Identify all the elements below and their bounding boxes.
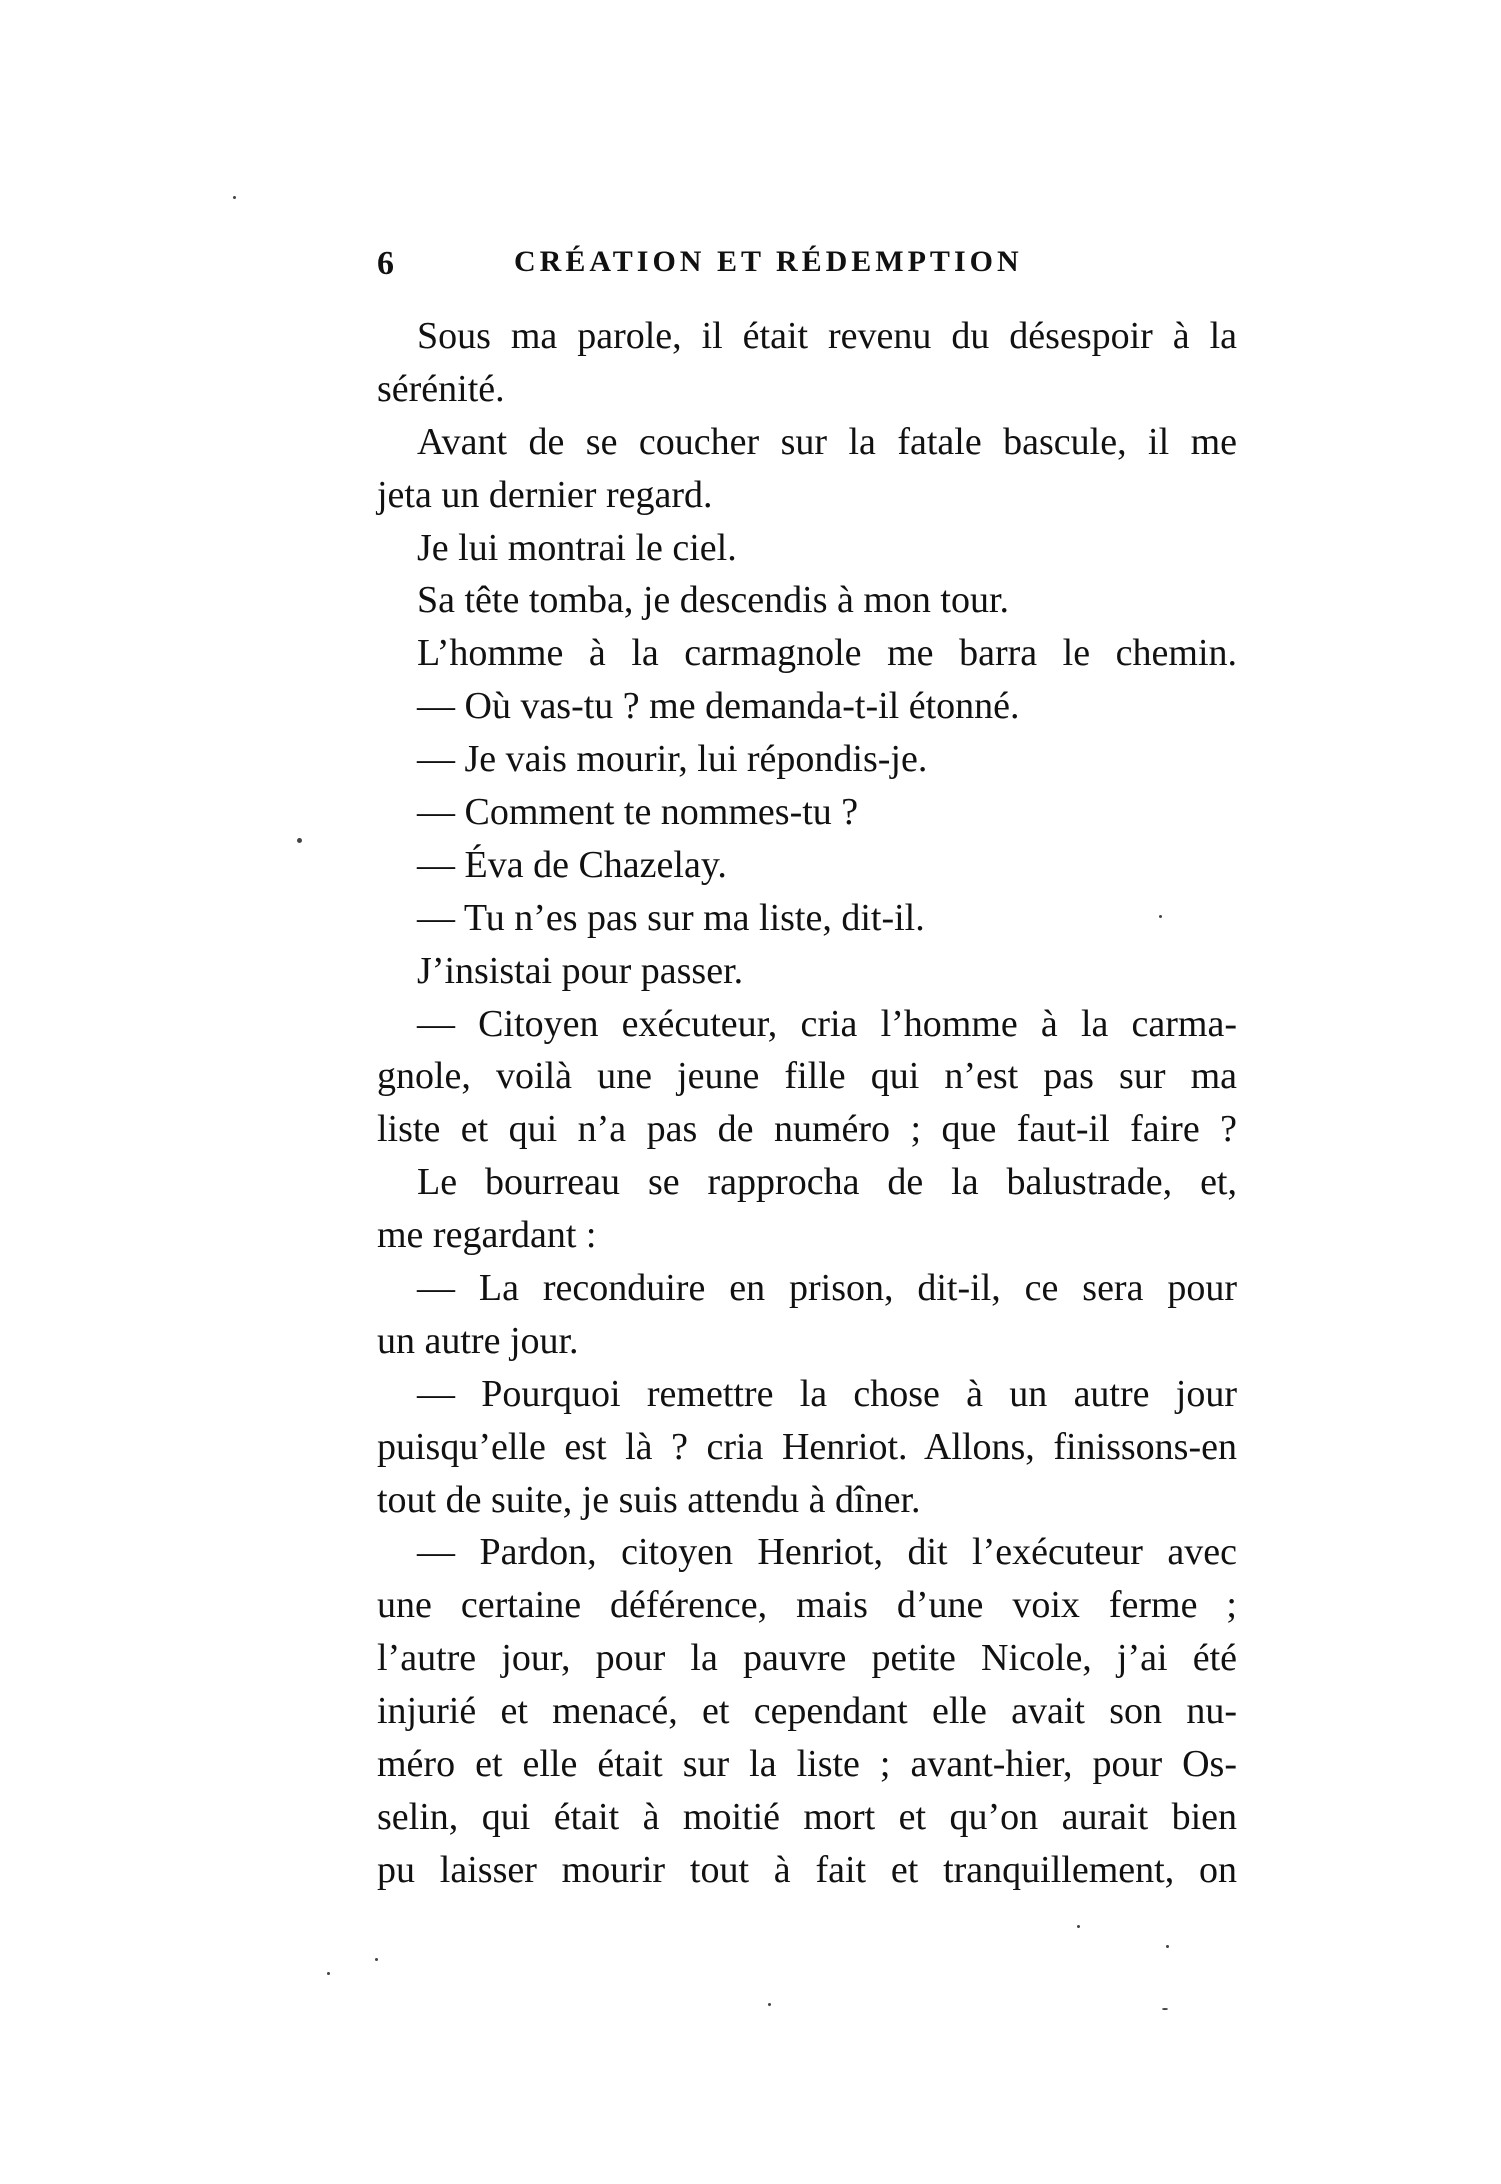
scan-speck xyxy=(1166,1945,1169,1948)
text-line: — Pourquoi remettre la chose à un autre jour xyxy=(417,1372,1237,1415)
scan-speck xyxy=(1077,1925,1080,1928)
text-line: — Tu n’es pas sur ma liste, dit-il. xyxy=(417,896,925,939)
text-line: gnole, voilà une jeune fille qui n’est pas sur ma xyxy=(377,1055,1237,1098)
text-line: Le bourreau se rapprocha de la balustrade, et, xyxy=(417,1161,1237,1204)
text-line: méro et elle était sur la liste ; avant-hier, pour Os- xyxy=(377,1743,1237,1786)
scan-speck xyxy=(1162,2008,1168,2010)
text-line: tout de suite, je suis attendu à dîner. xyxy=(377,1478,921,1521)
text-line: Sa tête tomba, je descendis à mon tour. xyxy=(417,579,1010,622)
text-line: sérénité. xyxy=(377,367,505,410)
text-line: selin, qui était à moitié mort et qu’on aurait bien xyxy=(377,1795,1237,1838)
text-line: — Éva de Chazelay. xyxy=(417,843,727,886)
text-line: jeta un dernier regard. xyxy=(377,473,713,516)
text-line: — Comment te nommes-tu ? xyxy=(417,791,859,834)
text-line: — Où vas-tu ? me demanda-t-il étonné. xyxy=(417,685,1020,728)
text-line: J’insistai pour passer. xyxy=(417,949,744,992)
text-line: une certaine déférence, mais d’une voix ferme ; xyxy=(377,1584,1237,1627)
text-line: un autre jour. xyxy=(377,1319,579,1362)
text-line: Je lui montrai le ciel. xyxy=(417,526,737,569)
text-line: me regardant : xyxy=(377,1214,597,1257)
running-title: CRÉATION ET RÉDEMPTION xyxy=(514,245,1023,278)
scan-speck xyxy=(233,196,236,199)
text-line: — Je vais mourir, lui répondis-je. xyxy=(417,738,928,781)
scan-speck xyxy=(297,838,302,843)
text-line: Sous ma parole, il était revenu du désespoir à la xyxy=(417,315,1237,357)
page-number: 6 xyxy=(377,245,395,282)
page-header xyxy=(377,245,1237,295)
text-line: — La reconduire en prison, dit-il, ce sera pour xyxy=(417,1267,1237,1310)
scan-speck xyxy=(375,1958,378,1961)
text-line: liste et qui n’a pas de numéro ; que faut-il faire ? xyxy=(377,1108,1237,1151)
text-line: L’homme à la carmagnole me barra le chemin. xyxy=(417,632,1237,675)
scan-speck xyxy=(1159,915,1162,918)
body-text xyxy=(377,310,1237,1897)
text-line: pu laisser mourir tout à fait et tranquillement, on xyxy=(377,1848,1237,1891)
text-line: injurié et menacé, et cependant elle avait son nu- xyxy=(377,1690,1237,1733)
scan-speck xyxy=(768,2003,771,2006)
text-line: l’autre jour, pour la pauvre petite Nicole, j’ai été xyxy=(377,1637,1237,1680)
text-line: puisqu’elle est là ? cria Henriot. Allons, finissons-en xyxy=(377,1425,1237,1468)
text-line: — Citoyen exécuteur, cria l’homme à la carma- xyxy=(417,1002,1237,1045)
scan-speck xyxy=(327,1972,330,1975)
text-line: Avant de se coucher sur la fatale bascule, il me xyxy=(417,420,1237,463)
text-line: — Pardon, citoyen Henriot, dit l’exécuteur avec xyxy=(417,1531,1237,1574)
